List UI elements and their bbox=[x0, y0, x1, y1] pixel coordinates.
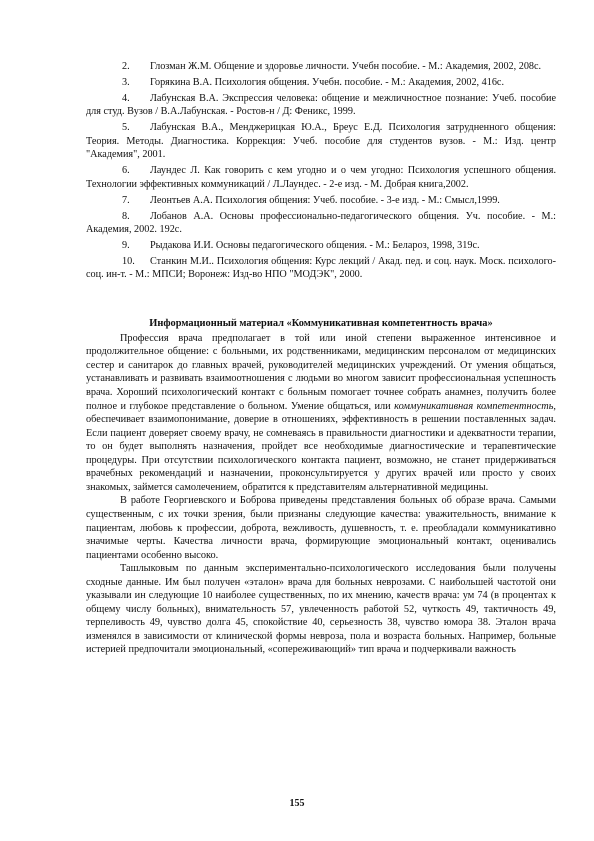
paragraph-text: Профессия врача предполагает в той или иной степени выраженное интенсивное и продолжительное общение: с больными, их родственниками, медицинским персоналом от медицинских сестер и санитарок до главных врачей, руководителей медицинских учреждений. От умения общаться, устанавливать и развивать взаимоотношения с людьми во многом зависит профессиональная успешность врача. Хороший психологический контакт с больным помогает точнее собрать анамнез, получить более полное и глубокое представление о больном. Умение общаться, или bbox=[86, 332, 556, 412]
reference-text: Рыдакова И.И. Основы педагогического общения. - М.: Белароз, 1998, 319с. bbox=[150, 240, 480, 252]
reference-text: Лабунская В.А. Экспрессия человека: общение и межличностное познание: Учеб. пособие для студ. Вузов / В.А.Лабунская. - Ростов-н / Д: Феникс, 1999. bbox=[86, 93, 556, 118]
reference-text: Леонтьев А.А. Психология общения: Учеб. пособие. - 3-е изд. - М.: Смысл,1999. bbox=[150, 194, 500, 206]
reference-item bbox=[86, 255, 556, 282]
paragraph bbox=[86, 332, 556, 495]
reference-item bbox=[86, 121, 556, 161]
reference-item bbox=[86, 239, 556, 252]
page-number: 155 bbox=[289, 798, 305, 809]
reference-number: 6. bbox=[122, 165, 130, 177]
reference-text: Лобанов А.А. Основы профессионально-педагогического общения. Уч. пособие. - М.: Академия, 2002. 192с. bbox=[86, 210, 556, 236]
reference-text: Лаундес Л. Как говорить с кем угодно и о чем угодно: Психология успешного общения. Технологии эффективных коммуникаций / Л.Лаундес. - 2-е изд. - М. Добрая книга,2002. bbox=[86, 165, 556, 190]
reference-number: 4. bbox=[122, 93, 130, 104]
reference-item bbox=[86, 60, 556, 73]
reference-list bbox=[86, 60, 556, 282]
emphasized-term: коммуникативная компетентность bbox=[394, 400, 554, 412]
reference-text: Глозман Ж.М. Общение и здоровье личности. Учебн пособие. - М.: Академия, 2002, 208с. bbox=[150, 61, 542, 72]
reference-number: 3. bbox=[122, 77, 130, 88]
reference-number: 9. bbox=[122, 240, 130, 252]
body-text bbox=[86, 332, 556, 657]
reference-item bbox=[86, 164, 556, 191]
reference-item bbox=[86, 210, 556, 237]
reference-text: Горякина В.А. Психология общения. Учебн. пособие. - М.: Академия, 2002, 416с. bbox=[150, 77, 504, 88]
reference-item bbox=[86, 194, 556, 207]
paragraph: В работе Георгиевского и Боброва приведены представления больных об образе врача. Самыми существенным, с их точки зрения, были признаны следующие качества: уважительность, внимание к пациентам, любовь к профессии, доброта, вежливость, душевность, т. е. преобладали коммуникативно значимые черты. Качества личности врача, формирующие эмоциональный контакт, оценивались пациентами особенно высоко. bbox=[86, 495, 556, 561]
reference-number: 7. bbox=[122, 194, 130, 206]
paragraph: Ташлыковым по данным экспериментально-психологического исследования были получены сходные данные. Им был получен «эталон» врача для больных неврозами. С наибольшей частотой они указывали ин следующие 10 наиболее существенных, по их мнению, качеств врача: ум 74 (в процентах к общему числу больных), внимательность 57, увлеченность работой 52, чуткость 49, тактичность 49, терпеливость 49, чувство долга 45, спокойствие 40, серьезность 38, чувство юмора 38. Эталон врача изменялся в зависимости от клинической формы невроза, пола и возраста больных. Например, больные истерией предпочитали эмоциональный, «сопереживающий» тип врача и подчеркивали важность bbox=[86, 563, 556, 656]
section-heading: Информационный материал «Коммуникативная компетентность врача» bbox=[149, 317, 493, 329]
reference-text: Станкин М.И.. Психология общения: Курс лекций / Акад. пед. и соц. наук. Моск. психолого-соц. ин-т. - М.: МПСИ; Воронеж: Изд-во НПО "МОДЭК", 2000. bbox=[86, 256, 556, 281]
reference-number: 2. bbox=[122, 61, 130, 72]
reference-number: 10. bbox=[122, 256, 135, 268]
document-page bbox=[86, 60, 556, 657]
reference-number: 5. bbox=[122, 122, 130, 134]
paragraph-text: , обеспечивает взаимопонимание, доверие в отношениях, эффективность в решении поставленных задач. Если пациент доверяет своему врачу, не сомневаясь в правильности диагностики и адекватности терапии, то он будет выполнять назначения, пройдет все необходимые диагностические и терапевтические процедуры. При отсутствии психологического контакта пациент, возможно, не станет придерживаться врачебных рекомендаций и назначении, проконсультируется у других врачей или просто у своих знакомых, займется самолечением, обратится к представителям альтернативной медицины. bbox=[86, 400, 556, 493]
reference-number: 8. bbox=[122, 210, 130, 222]
reference-item bbox=[86, 76, 556, 89]
reference-item bbox=[86, 92, 556, 119]
reference-text: Лабунская В.А., Менджерицкая Ю.А., Бреус Е.Д. Психология затрудненного общения: Теория. Методы. Диагностика. Коррекция: Учеб. пособие для студентов вузов. - М.: Изд. центр "Академия", 2001. bbox=[86, 122, 556, 161]
